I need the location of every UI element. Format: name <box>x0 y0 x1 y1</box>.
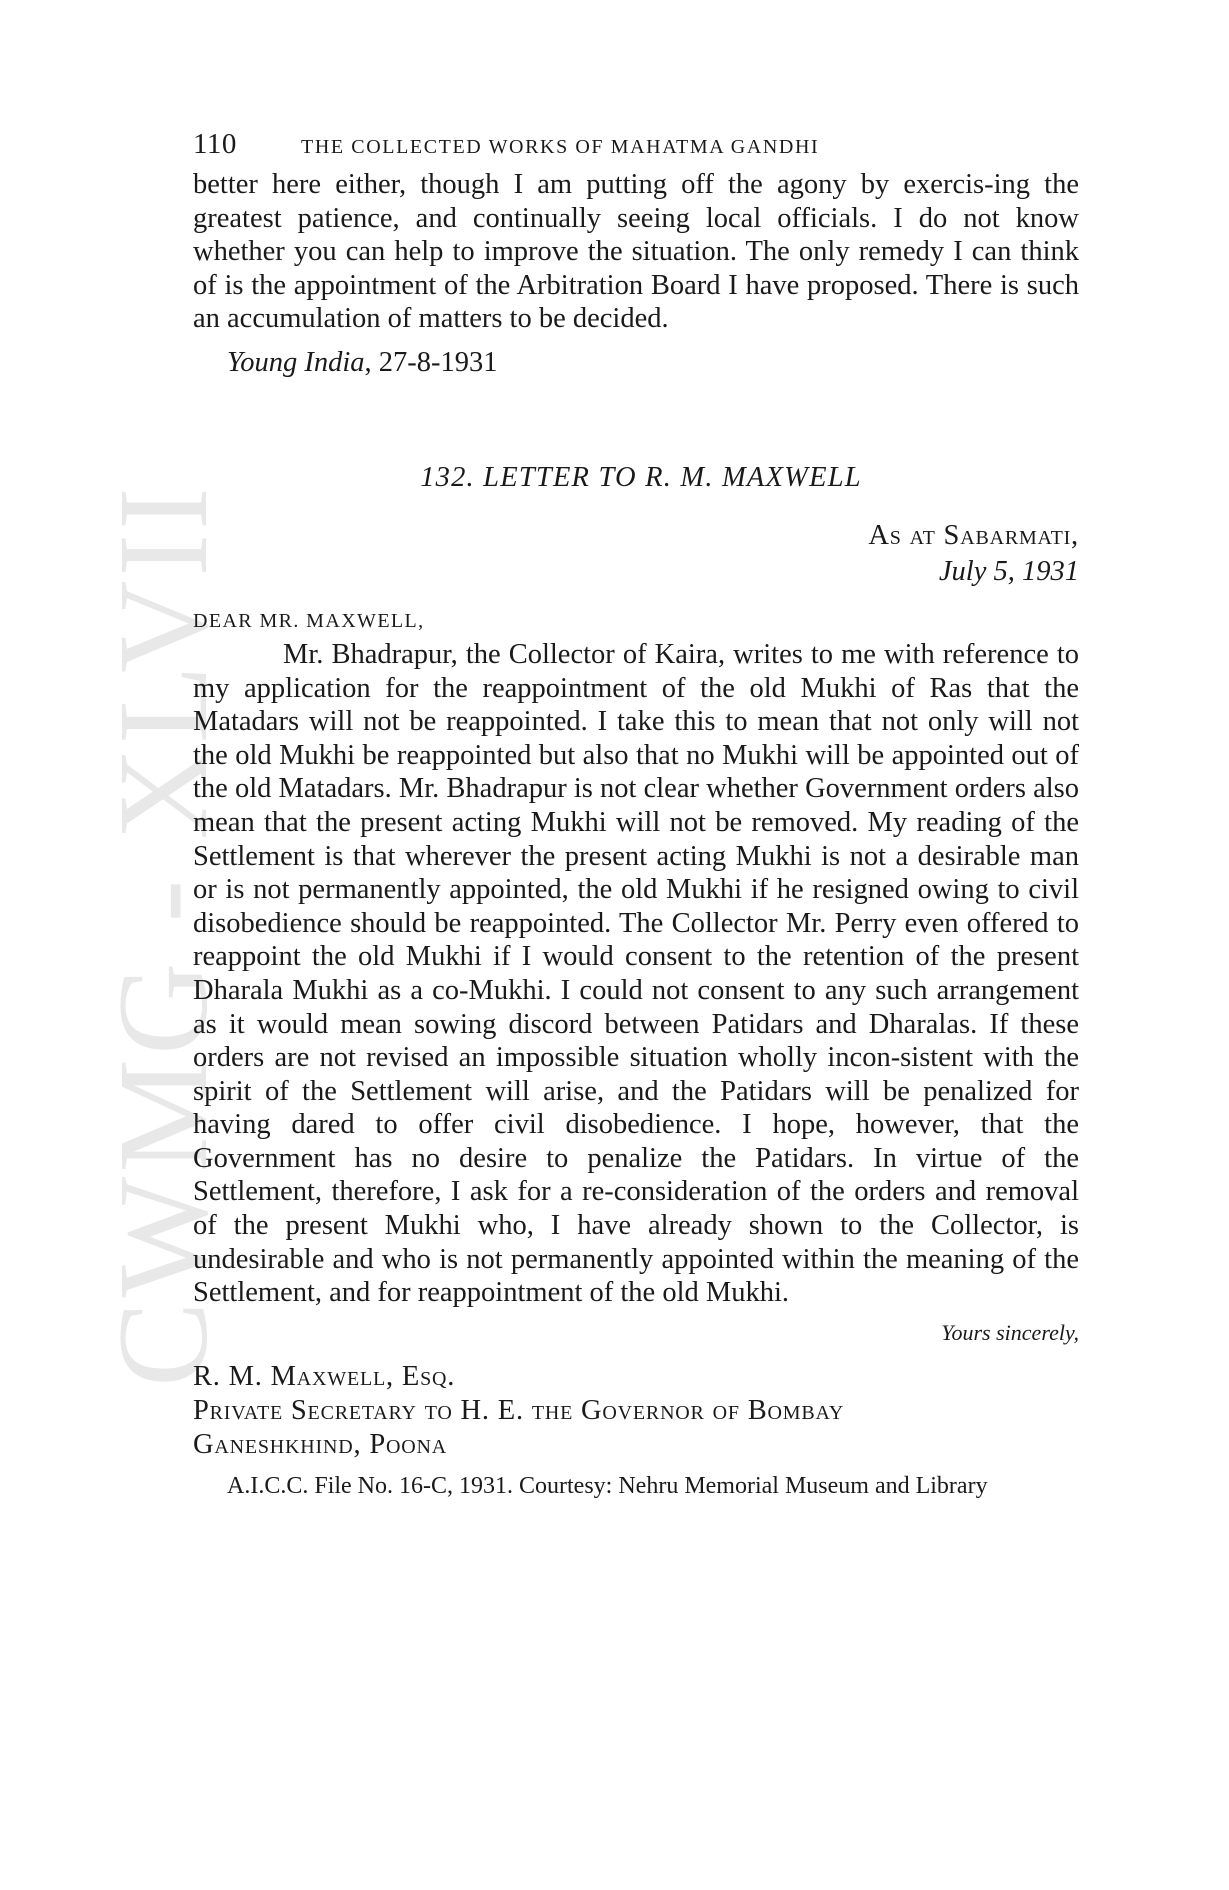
source-publication: Young India <box>227 346 365 378</box>
source-date: , 27-8-1931 <box>364 346 498 378</box>
carryover-source <box>227 346 1079 380</box>
page-number: 110 <box>193 128 237 160</box>
running-title: THE COLLECTED WORKS OF MAHATMA GANDHI <box>301 136 820 158</box>
letter-date: July 5, 1931 <box>938 555 1079 587</box>
letter-place: As at Sabarmati, <box>868 519 1079 551</box>
address-line: Ganeshkhind, Poona <box>193 1428 447 1460</box>
watermark-text: CWMG - XLVII <box>92 483 234 1387</box>
closing: Yours sincerely, <box>941 1319 1079 1345</box>
page-content <box>193 128 1079 1503</box>
address-line: R. M. Maxwell, Esq. <box>193 1360 456 1392</box>
letter-body: Mr. Bhadrapur, the Collector of Kaira, writes to me with reference to my application for the reappointment of the old Mukhi of Ras that the Matadars will not be reappointed. I take this to mean that not only will not the old Mukhi be reappointed but also that no Mukhi will be appointed out of the old Matadars. Mr. Bhadrapur is not clear whether Government orders also mean that the present acting Mukhi will not be removed. My reading of the Settlement is that wherever the present acting Mukhi is not a desirable man or is not permanently appointed, the old Mukhi if he resigned owing to civil disobedience should be reappointed. The Collector Mr. Perry even offered to reappoint the old Mukhi if I would consent to the retention of the present Dharala Mukhi as a co-Mukhi. I could not consent to any such arrangement as it would mean sowing discord between Patidars and Dharalas. If these orders are not revised an impossible situation wholly incon-sistent with the spirit of the Settlement will arise, and the Patidars will be penalized for having dared to offer civil disobedience. I hope, however, that the Government has no desire to penalize the Patidars. In virtue of the Settlement, therefore, I ask for a re-consideration of the orders and removal of the present Mukhi who, I have already shown to the Collector, is undesirable and who is not permanently appointed within the meaning of the Settlement, and for reappointment of the old Mukhi. <box>193 638 1079 1309</box>
recipient-address <box>193 1360 1079 1462</box>
letter-heading: 132. LETTER TO R. M. MAXWELL <box>420 461 862 493</box>
source-footnote: A.I.C.C. File No. 16-C, 1931. Courtesy: Nehru Memorial Museum and Library <box>227 1472 988 1499</box>
carryover-paragraph: better here either, though I am putting off the agony by exercis-ing the greatest patience, and continually seeing local officials. I do not know whether you can help to improve the situation. The only remedy I can think of is the appointment of the Arbitration Board I have proposed. There is such an accumulation of matters to be decided. <box>193 169 1079 335</box>
address-line: Private Secretary to H. E. the Governor of Bombay <box>193 1394 845 1426</box>
running-head <box>193 128 1079 168</box>
place-date-block <box>193 518 1079 590</box>
salutation: DEAR MR. MAXWELL, <box>193 609 425 632</box>
